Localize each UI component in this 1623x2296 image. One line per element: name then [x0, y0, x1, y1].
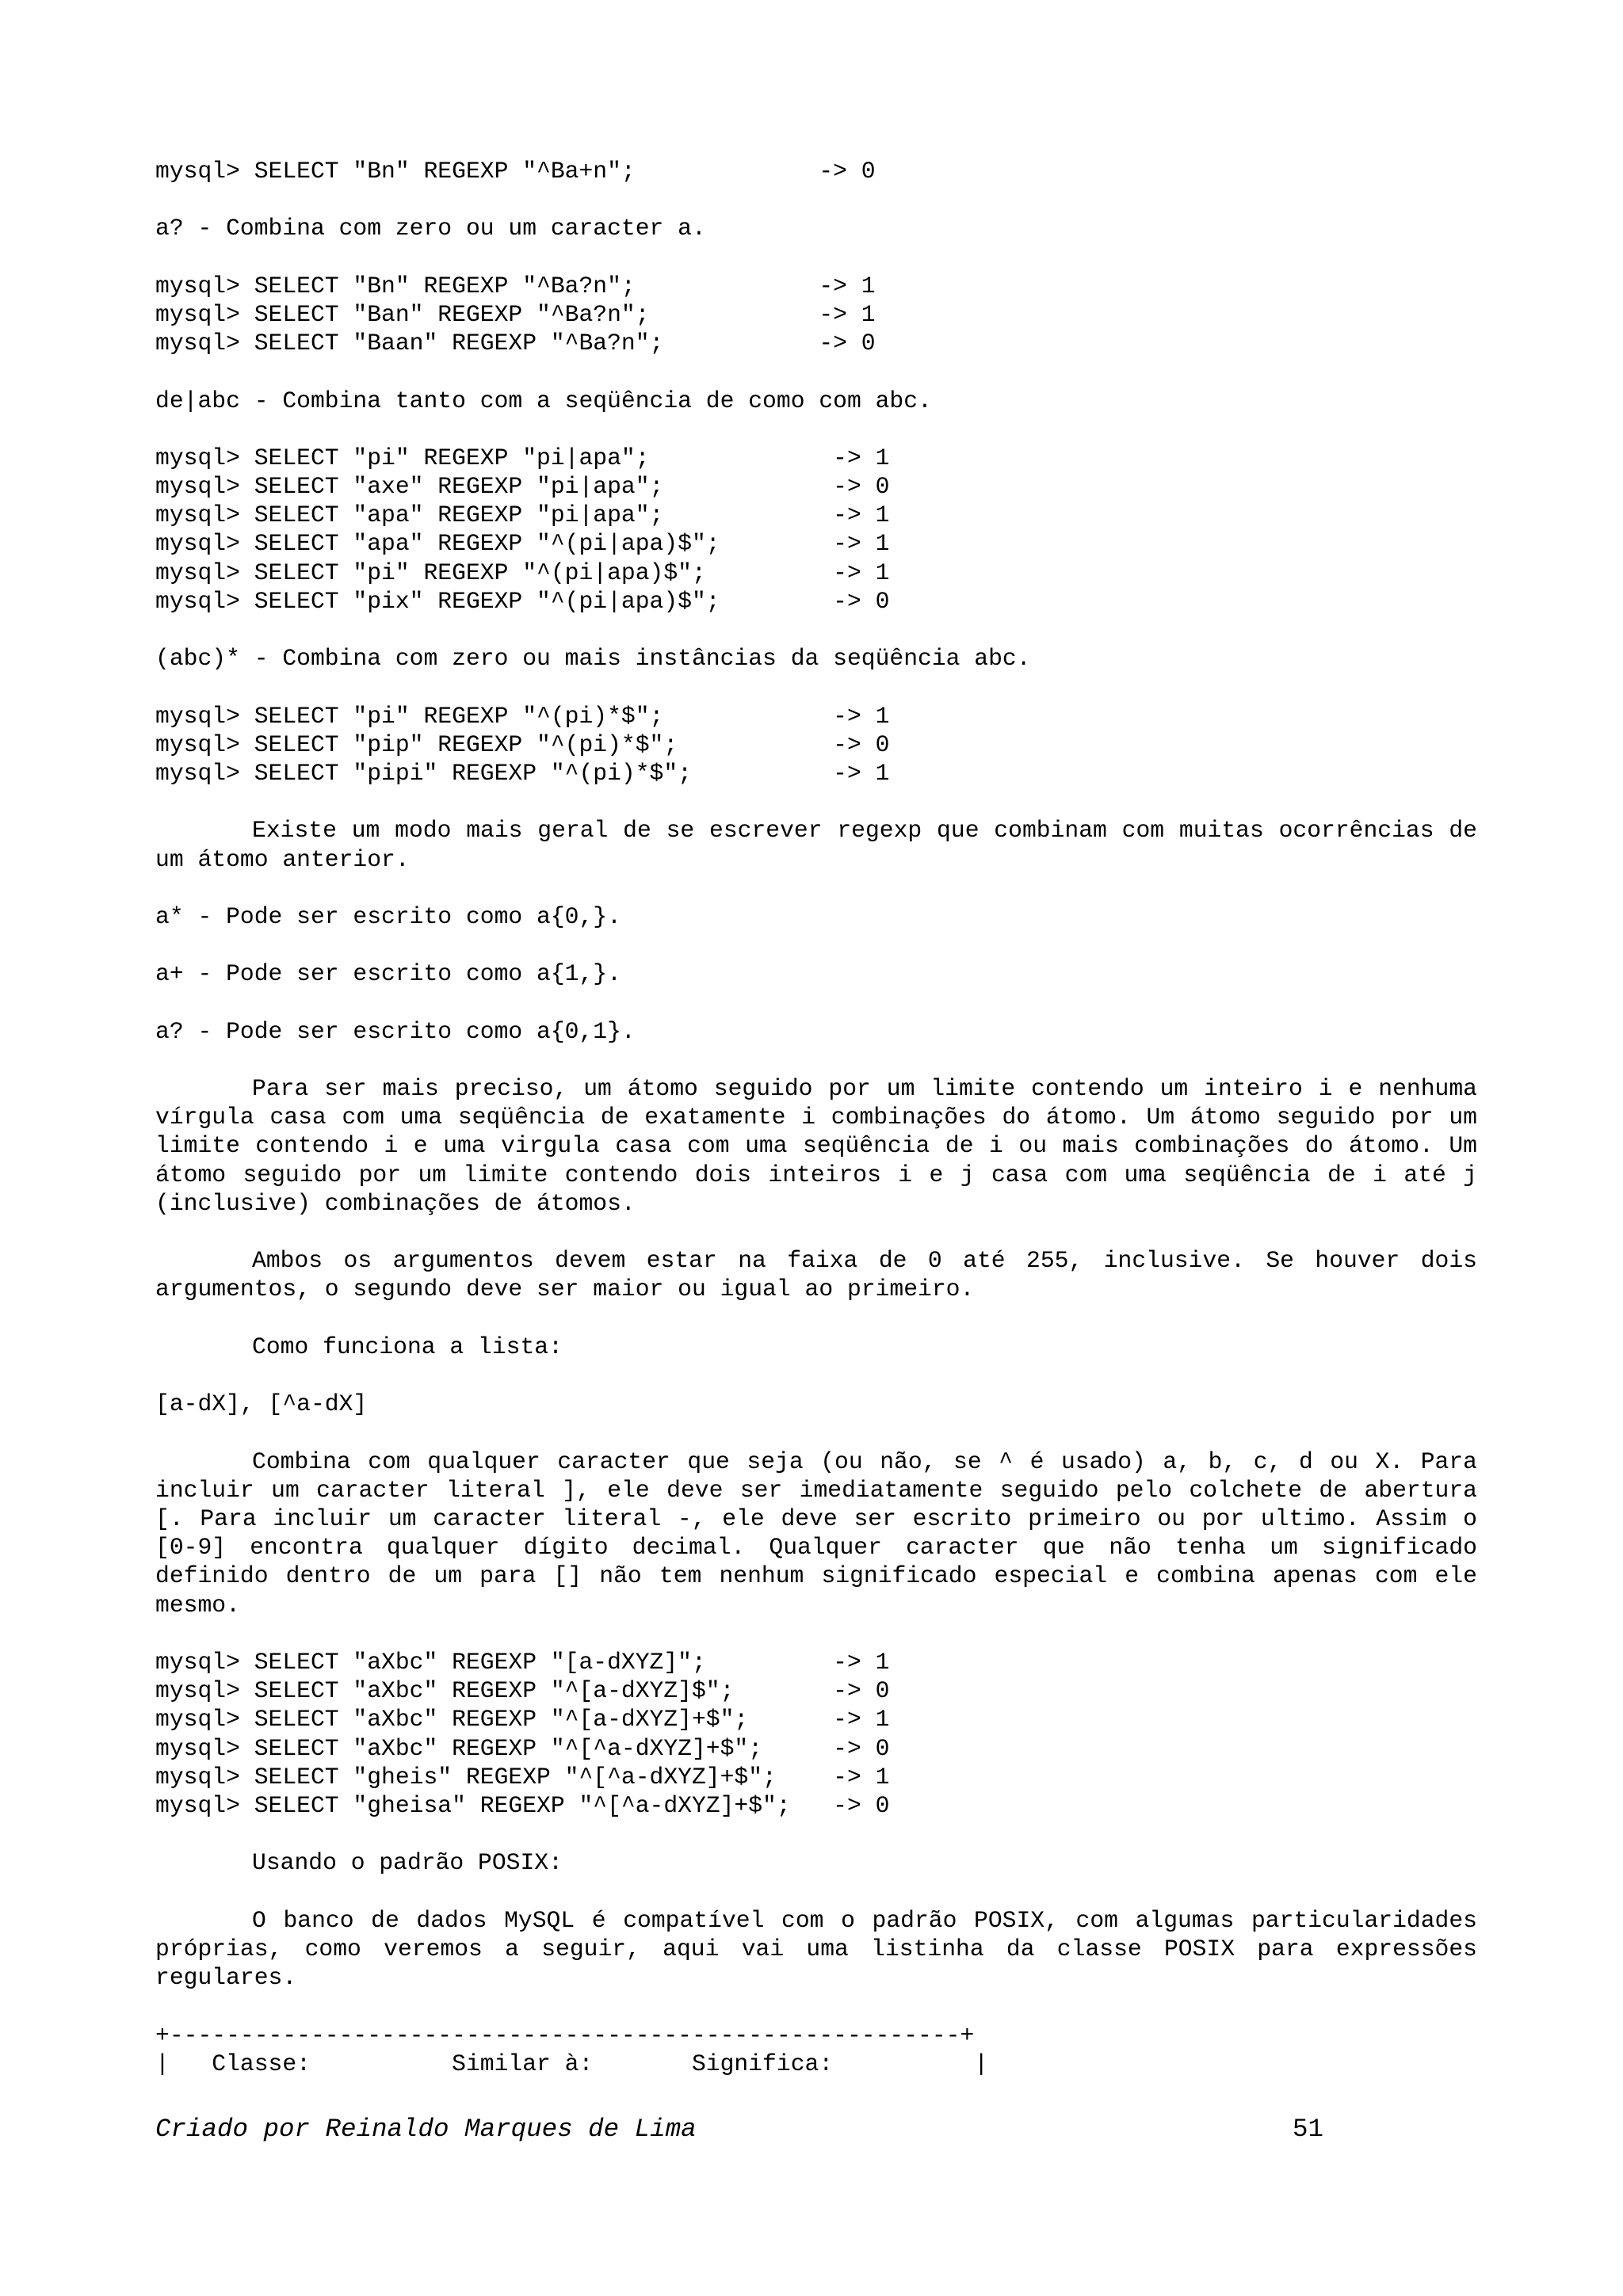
page-content: [155, 157, 1477, 2078]
definition-a-optional: a? - Combina com zero ou um caracter a.: [155, 215, 706, 242]
code-line: mysql> SELECT "pi" REGEXP "^(pi|apa)$"; -> 1: [155, 559, 890, 586]
paragraph-bracket-explanation: [155, 1447, 1477, 1619]
code-line: mysql> SELECT "aXbc" REGEXP "^[^a-dXYZ]+$"; -> 0: [155, 1734, 890, 1762]
code-line: mysql> SELECT "Bn" REGEXP "^Ba+n"; -> 0: [155, 158, 876, 185]
code-line: mysql> SELECT "Ban" REGEXP "^Ba?n"; -> 1: [155, 300, 876, 328]
table-border-line: +--------------------------------------------------------+: [155, 2021, 975, 2049]
paragraph-posix-intro: [155, 1906, 1477, 1993]
code-block-optional: [155, 272, 1477, 358]
footer-author: Criado por Reinaldo Marques de Lima: [155, 2115, 697, 2144]
code-line: mysql> SELECT "aXbc" REGEXP "^[a-dXYZ]$"; -> 0: [155, 1677, 890, 1705]
paragraph-text: Ambos os argumentos devem estar na faixa de 0 até 255, inclusive. Se houver dois argumentos, o segundo deve ser maior ou igual ao primeiro.: [155, 1247, 1477, 1303]
table-header-line: | Classe: Similar à: Significa: |: [155, 2050, 989, 2077]
code-block-bn-plus: [155, 157, 1477, 185]
code-block-bracket: [155, 1648, 1477, 1820]
code-line: mysql> SELECT "pip" REGEXP "^(pi)*$"; -> 0: [155, 730, 890, 758]
code-line: mysql> SELECT "aXbc" REGEXP "^[a-dXYZ]+$"; -> 1: [155, 1706, 890, 1733]
paragraph-text: Existe um modo mais geral de se escrever regexp que combinam com muitas ocorrências de um átomo anterior.: [155, 817, 1477, 873]
code-line: mysql> SELECT "gheisa" REGEXP "^[^a-dXYZ]+$"; -> 0: [155, 1791, 890, 1819]
definition-plus-bound: a+ - Pode ser escrito como a{1,}.: [155, 960, 621, 988]
posix-table-header: [155, 2021, 1477, 2078]
code-line: mysql> SELECT "pi" REGEXP "pi|apa"; -> 1: [155, 444, 890, 471]
code-line: mysql> SELECT "Bn" REGEXP "^Ba?n"; -> 1: [155, 272, 876, 299]
definition-bracket-list: [a-dX], [^a-dX]: [155, 1390, 368, 1418]
code-line: mysql> SELECT "apa" REGEXP "^(pi|apa)$"; -> 1: [155, 530, 890, 558]
code-line: mysql> SELECT "apa" REGEXP "pi|apa"; -> 1: [155, 502, 890, 529]
paragraph-text: Usando o padrão POSIX:: [252, 1849, 563, 1877]
code-line: mysql> SELECT "gheis" REGEXP "^[^a-dXYZ]+$"; -> 1: [155, 1763, 890, 1791]
paragraph-posix-heading: [155, 1848, 1477, 1877]
paragraph-text: O banco de dados MySQL é compatível com o padrão POSIX, com algumas particularidades próprias, como veremos a seguir, aqui vai uma listinha da classe POSIX para expressões regulares.: [155, 1906, 1477, 1992]
definition-group-star: (abc)* - Combina com zero ou mais instâncias da seqüência abc.: [155, 645, 1031, 673]
code-block-group-star: [155, 702, 1477, 788]
code-line: mysql> SELECT "pi" REGEXP "^(pi)*$"; -> 1: [155, 702, 890, 730]
definition-star-bound: a* - Pode ser escrito como a{0,}.: [155, 902, 621, 930]
paragraph-text: Como funciona a lista:: [252, 1333, 563, 1360]
footer-page-number: 51: [1292, 2115, 1323, 2144]
code-block-alternation: [155, 444, 1477, 616]
code-line: mysql> SELECT "Baan" REGEXP "^Ba?n"; -> 0: [155, 330, 876, 357]
code-line: mysql> SELECT "pix" REGEXP "^(pi|apa)$"; -> 0: [155, 587, 890, 615]
code-line: mysql> SELECT "axe" REGEXP "pi|apa"; -> 0: [155, 473, 890, 501]
paragraph-text: Combina com qualquer caracter que seja (ou não, se ^ é usado) a, b, c, d ou X. Para incluir um caracter literal ], ele deve ser imediatamente seguido pelo colchete de abertura [. Para incluir um caracter literal -, ele deve ser escrito primeiro ou por ultimo. Assim o [0-9] encontra qualquer dígito decimal. Qualquer caracter que não tenha um significado definido dentro de um para [] não tem nenhum significado especial e combina apenas com ele mesmo.: [155, 1447, 1477, 1619]
paragraph-general-mode: [155, 816, 1477, 873]
paragraph-list-heading: [155, 1333, 1477, 1361]
definition-alternation: de|abc - Combina tanto com a seqüência de como com abc.: [155, 387, 932, 414]
paragraph-arguments: [155, 1246, 1477, 1303]
code-line: mysql> SELECT "pipi" REGEXP "^(pi)*$"; -> 1: [155, 759, 890, 787]
definition-optional-bound: a? - Pode ser escrito como a{0,1}.: [155, 1017, 636, 1045]
code-line: mysql> SELECT "aXbc" REGEXP "[a-dXYZ]"; -> 1: [155, 1649, 890, 1676]
paragraph-precise: [155, 1074, 1477, 1218]
paragraph-text: Para ser mais preciso, um átomo seguido por um limite contendo um inteiro i e nenhuma vírgula casa com uma seqüência de exatamente i combinações do átomo. Um átomo seguido por um limite contendo i e uma virgula casa com uma seqüência de i ou mais combinações do átomo. Um átomo seguido por um limite contendo dois inteiros i e j casa com uma seqüência de i até j (inclusive) combinações de átomos.: [155, 1075, 1477, 1217]
